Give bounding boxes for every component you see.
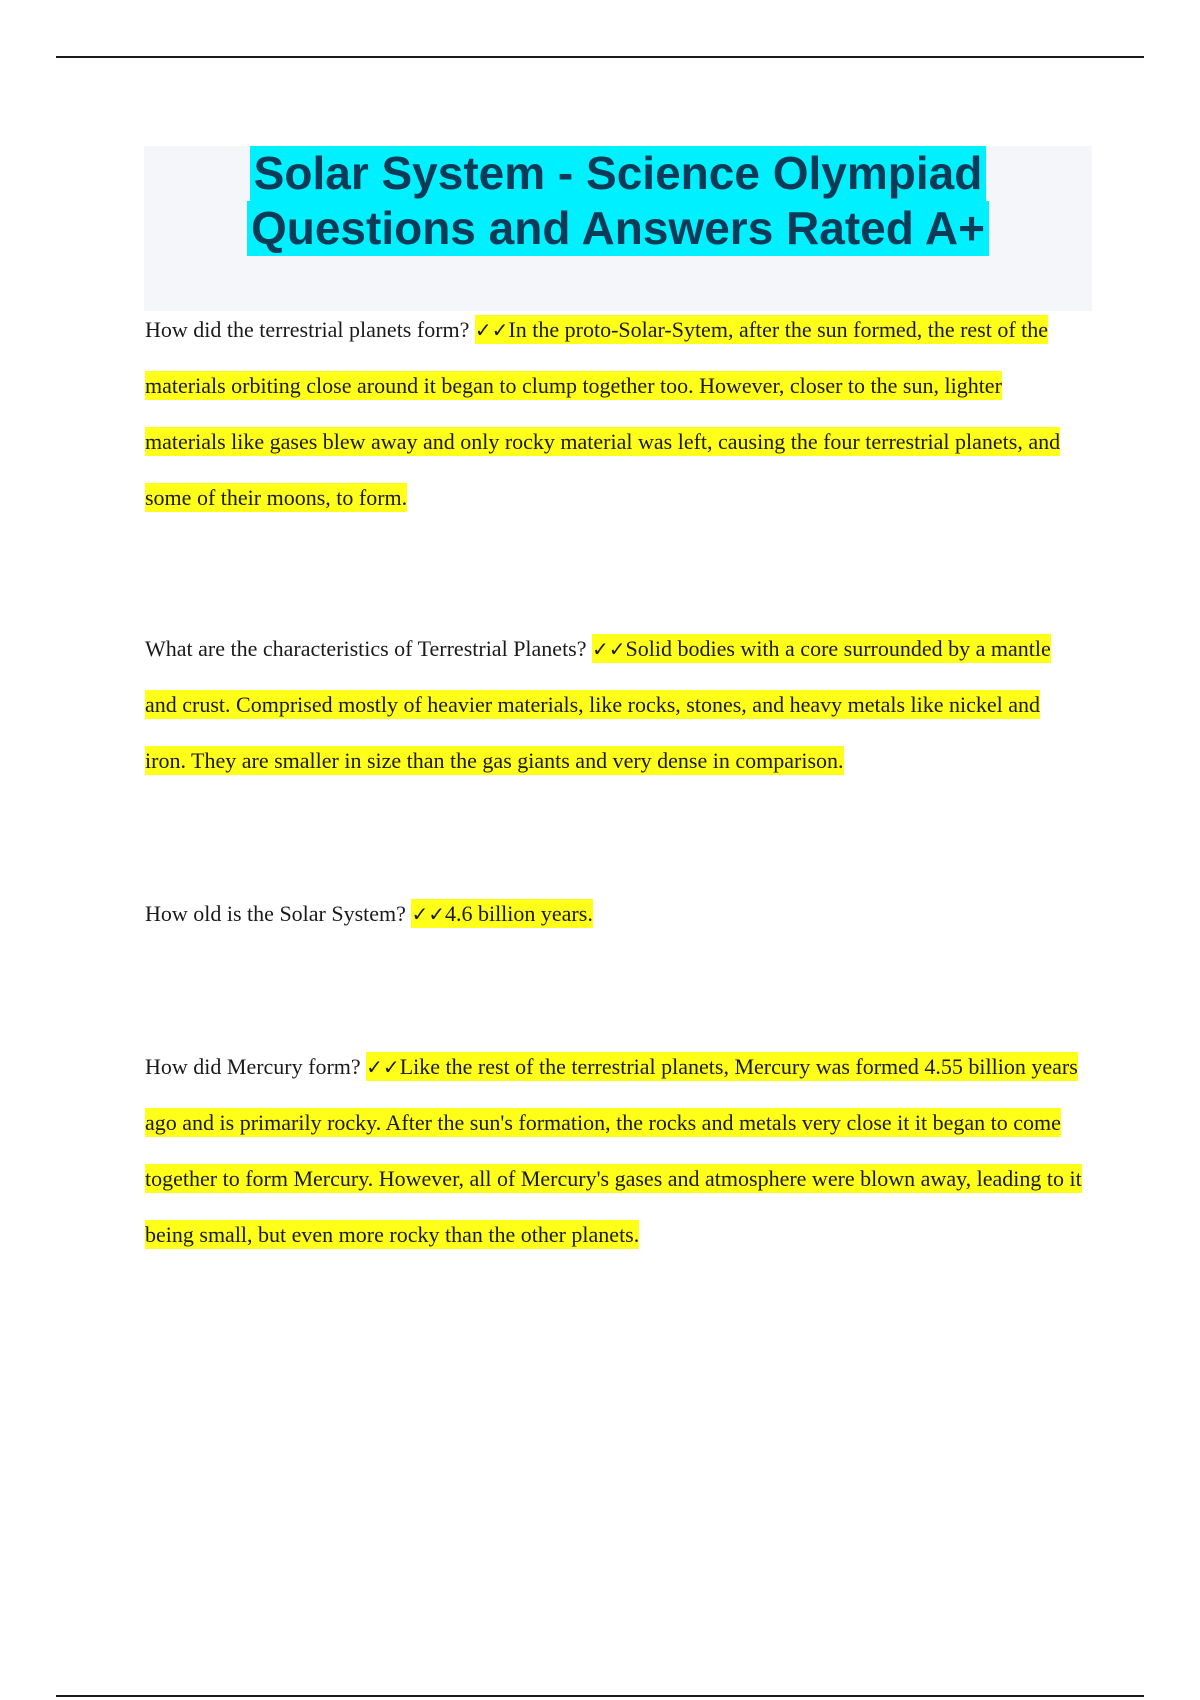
answer-text: In the proto-Solar-Sytem, after the sun formed, the rest of the materials orbiting close around it began to clump together too. However, closer to the sun, lighter materials like gases blew away and only rocky material was left, causing the four terrestrial planets, and some of their moons, to form. (145, 317, 1061, 510)
answer-highlight (145, 315, 1060, 512)
double-check-icon: ✓✓ (474, 318, 509, 342)
qa-item (145, 1039, 1085, 1263)
title-block (144, 146, 1092, 311)
top-divider (56, 56, 1144, 58)
qa-item (145, 886, 1085, 942)
double-check-icon: ✓✓ (411, 902, 445, 926)
document-title-line-2: Questions and Answers Rated A+ (247, 201, 989, 256)
answer-highlight (145, 1052, 1082, 1249)
answer-text: Like the rest of the terrestrial planets, Mercury was formed 4.55 billion years ago and is primarily rocky. After the sun's formation, the rocks and metals very close it it began to come together to form Mercury. However, all of Mercury's gases and atmosphere were blown away, leading to it being small, but even more rocky than the other planets. (145, 1054, 1082, 1247)
answer-highlight (411, 899, 592, 928)
double-check-icon: ✓✓ (592, 637, 626, 661)
question-text: How old is the Solar System? (145, 901, 406, 926)
bottom-divider (56, 1695, 1144, 1697)
question-text: How did Mercury form? (145, 1054, 361, 1079)
document-title-line-1: Solar System - Science Olympiad (250, 146, 987, 201)
answer-text: Solid bodies with a core surrounded by a mantle and crust. Comprised mostly of heavier materials, like rocks, stones, and heavy metals like nickel and iron. They are smaller in size than the gas giants and very dense in comparison. (145, 636, 1051, 773)
double-check-icon: ✓✓ (366, 1055, 400, 1079)
answer-text: 4.6 billion years. (444, 901, 593, 926)
qa-item (145, 621, 1085, 789)
question-text: How did the terrestrial planets form? (145, 317, 470, 342)
question-text: What are the characteristics of Terrestrial Planets? (145, 636, 587, 661)
qa-item (145, 302, 1085, 526)
